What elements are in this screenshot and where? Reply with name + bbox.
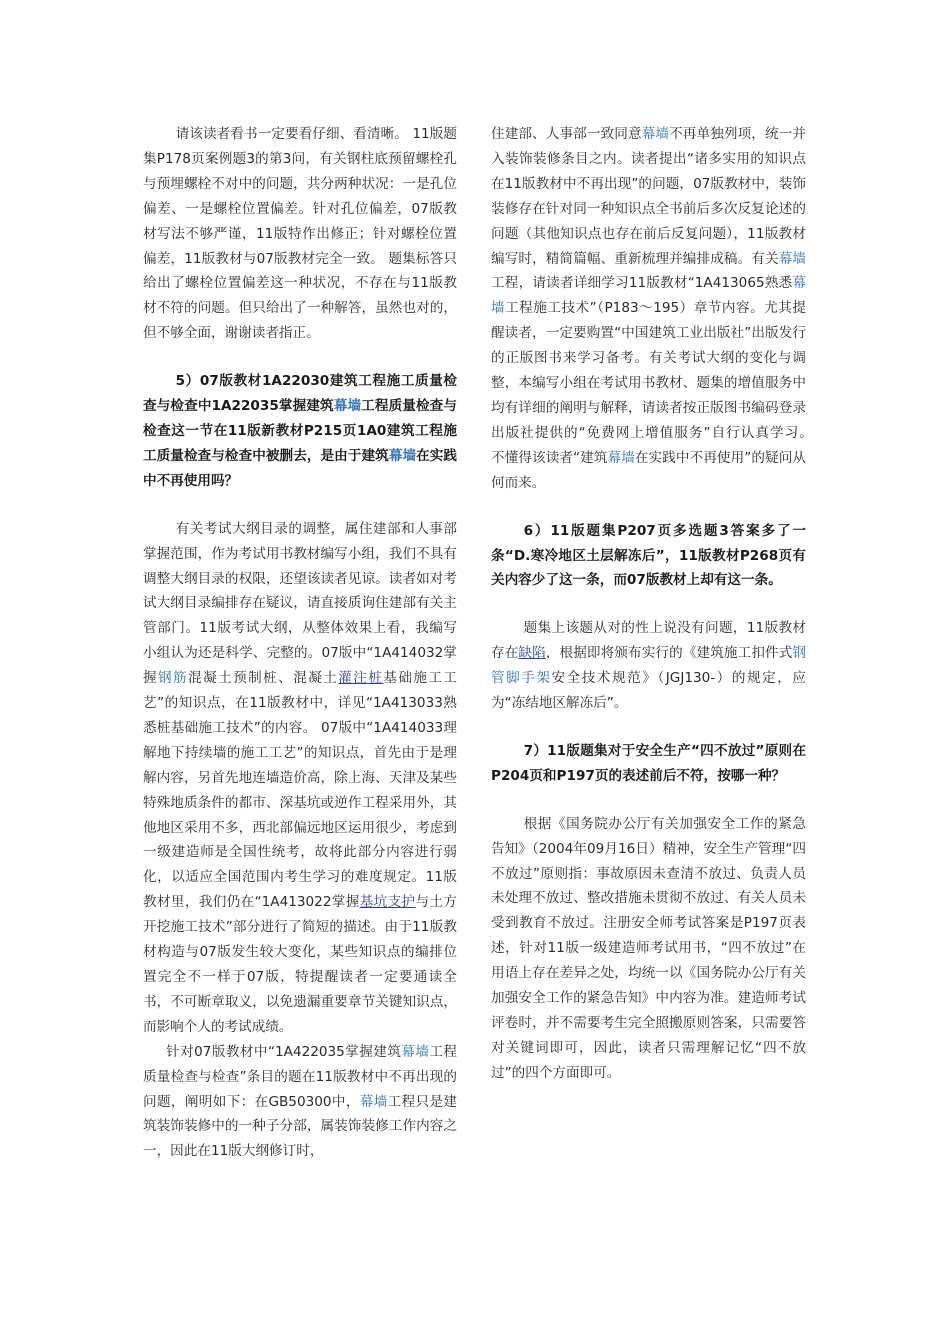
keyword-rebar[interactable]: 钢筋 — [158, 670, 189, 687]
reply-paragraph-6: 题集上该题从对的性上说没有问题，11版教材存在缺陷，根据即将颁布实行的《建筑施工扣件式钢管脚手架安全技术规范》（JGJ130-）的规定，应为“冻结地区解冻后”。 — [491, 620, 807, 712]
keyword-curtain-wall[interactable]: 幕墙 — [607, 449, 635, 466]
keyword-curtain-wall[interactable]: 幕墙 — [401, 1043, 430, 1060]
left-column — [143, 122, 457, 1164]
reply-paragraph-1: 请该读者看书一定要看仔细、看清晰。 11版题集P178页案例题3的第3问，有关钢柱底预留螺栓孔与预埋螺栓不对中的问题，共分两种状况：一是孔位偏差、一是螺栓位置偏差。针对孔位偏差，07版教材写法不够严谨，11版特作出修正；针对螺栓位置偏差，11版教材与07版教材完全一致。 题集标答只给出了螺栓位置偏差这一种状况，不存在与11版教材不符的问题。但只给出了一种解答，虽然也对的，但不够全面，谢谢读者指正。 — [143, 126, 457, 342]
keyword-curtain-wall[interactable]: 幕墙 — [388, 447, 417, 464]
reply-paragraph-2: 有关考试大纲目录的调整，属住建部和人事部掌握范围，作为考试用书教材编写小组，我们不具有调整大纲目录的权限，还望该读者见谅。读者如对考试大纲目录编排存在疑议，请直接质询住建部有关主管部门。11版考试大纲，从整体效果上看，我编写小组认为还是科学、完整的。07版中“1A414032掌握钢筋混凝土预制桩、混凝土灌注桩基础施工工艺”的知识点，在11版教材中，详见“1A413033熟悉桩基础施工技术”的内容。 07版中“1A414033理解地下持续墙的施工工艺”的知识点，首先由于是理解内容，另首先地连墙造价高，除上海、天津及某些特殊地质条件的都市、深基坑或逆作工程采用外，其他地区采用不多，西北部偏远地区运用很少，考虑到一级建造师是全国性统考，故将此部分内容进行弱化，以适应全国范围内考生学习的难度规定。11版教材里，我们仍在“1A413022掌握基坑支护与土方开挖施工技术”部分进行了简短的描述。由于11版教材构造与07版发生较大变化，某些知识点的编排位置完全不一样于07版，特提醒读者一定要通读全书，不可断章取义，以免遗漏重要章节关键知识点，而影响个人的考试成绩。 — [143, 520, 458, 1035]
question-heading-6: 6）11版题集P207页多选题3答案多了一条“D.寒冷地区土层解冻后”，11版教材P268页有关内容少了这一条，而07版教材上却有这一条。 — [491, 522, 806, 589]
question-heading-7: 7）11版题集对于安全生产“四不放过”原则在P204页和P197页的表述前后不符，按哪一种？ — [491, 742, 806, 784]
link-defect[interactable]: 缺陷 — [518, 645, 546, 662]
keyword-curtain-wall[interactable]: 幕墙 — [778, 250, 807, 267]
reply-paragraph-continued: 住建部、人事部一致同意幕墙不再单独列项，统一并入装饰装修条目之内。读者提出“诸多实用的知识点在11版教材中不再出现”的问题，07版教材中，装饰装修存在针对同一种知识点全书前后多次反复论述的问题（其他知识点也存在前后反复问题），11版教材编写时，精简篇幅、重新梳理并编排成稿。有关幕墙工程，请读者详细学习11版教材“1A413065熟悉幕墙工程施工技术”（P183～195）章节内容。尤其提醒读者，一定要购置“中国建筑工业出版社”出版发行的正版图书来学习备考。有关考试大纲的变化与调整，本编写小组在考试用书教材、题集的增值服务中均有详细的阐明与解释，请读者按正版图书编码登录出版社提供的“免费网上增值服务”自行认真学习。 不懂得该读者“建筑幕墙在实践中不再使用”的疑问从何而来。 — [491, 126, 834, 491]
keyword-curtain-wall[interactable]: 幕墙 — [359, 1093, 388, 1110]
keyword-curtain-wall[interactable]: 幕墙 — [491, 275, 806, 317]
link-foundation-pit-support[interactable]: 基坑支护 — [359, 894, 416, 911]
keyword-steel-scaffold[interactable]: 钢管脚手架 — [491, 645, 807, 687]
keyword-curtain-wall[interactable]: 幕墙 — [333, 398, 362, 415]
keyword-curtain-wall[interactable]: 幕墙 — [641, 126, 670, 142]
link-cast-in-place-pile[interactable]: 灌注桩 — [338, 670, 384, 687]
question-heading-5: 5）07版教材1A22030建筑工程施工质量检查与检查中1A22035掌握建筑幕墙工程质量检查与检查这一节在11版新教材P215页1A0建筑工程施工质量检查与检查中被删去，是由于建筑幕墙在实践中不再使用吗？ — [143, 373, 458, 489]
reply-paragraph-3: 针对07版教材中“1A422035掌握建筑幕墙工程质量检查与检查”条目的题在11版教材中不再出现的问题，阐明如下：在GB50300中，幕墙工程只是建筑装饰装修中的一种子分部，属装饰装修工作内容之一，因此在11版大纲修订时， — [143, 1043, 458, 1160]
right-column — [491, 122, 834, 1086]
reply-paragraph-7: 根据《国务院办公厅有关加强安全工作的紧急告知》（2004年09月16日）精神，安全生产管理“四不放过”原则指：事故原因未查清不放过、负责人员未处理不放过、整改措施未贯彻不放过、有关人员未受到教育不放过。注册安全师考试答案是P197页表述，针对11版一级建造师考试用书，“四不放过”在用语上存在差异之处，均统一以《国务院办公厅有关加强安全工作的紧急告知》中内容为准。建造师考试评卷时，并不需要考生完全照搬原则答案，只需要答对关键词即可，因此，读者只需理解记忆“四不放过”的四个方面即可。 — [491, 815, 806, 1081]
